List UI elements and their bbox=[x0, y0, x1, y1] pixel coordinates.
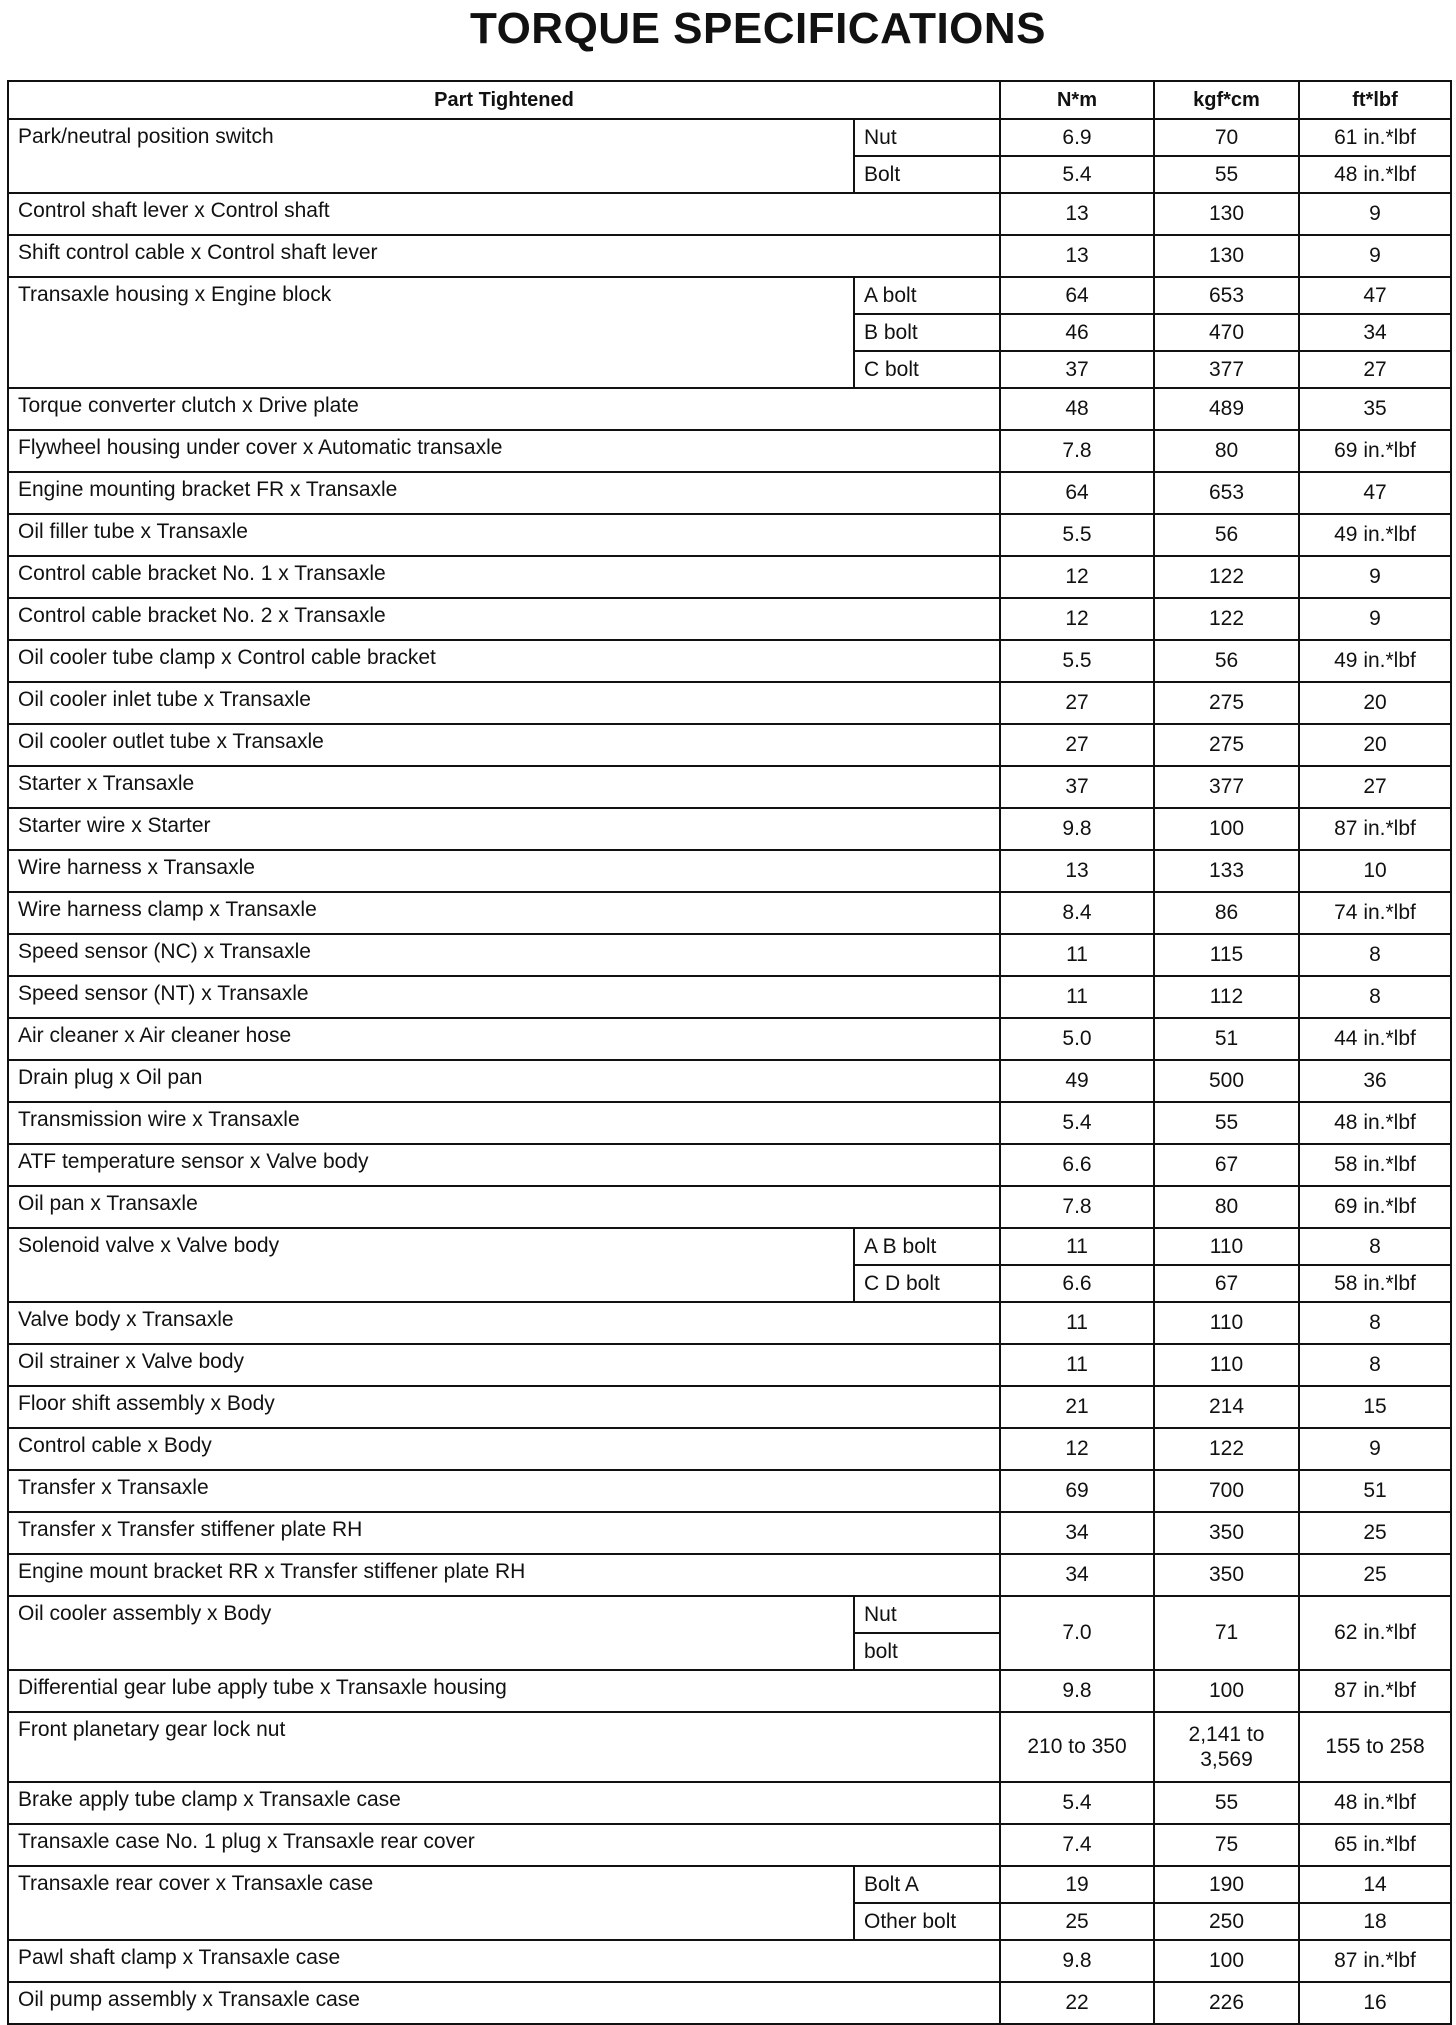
fastener-type: B bolt bbox=[854, 314, 1000, 351]
torque-nm: 5.4 bbox=[1000, 1102, 1154, 1144]
torque-ft-lbf: 62 in.*lbf bbox=[1299, 1596, 1451, 1670]
part-name: Control cable bracket No. 1 x Transaxle bbox=[8, 556, 1000, 598]
torque-ft-lbf: 18 bbox=[1299, 1903, 1451, 1940]
part-name: Engine mount bracket RR x Transfer stiffener plate RH bbox=[8, 1554, 1000, 1596]
part-name: Oil cooler tube clamp x Control cable bracket bbox=[8, 640, 1000, 682]
torque-nm: 5.4 bbox=[1000, 156, 1154, 193]
torque-nm: 12 bbox=[1000, 598, 1154, 640]
torque-kgf-cm: 56 bbox=[1154, 514, 1299, 556]
table-row bbox=[8, 1018, 1451, 1060]
table-row bbox=[8, 1228, 1451, 1265]
torque-kgf-cm: 489 bbox=[1154, 388, 1299, 430]
table-row bbox=[8, 277, 1451, 314]
table-row bbox=[8, 388, 1451, 430]
table-row bbox=[8, 808, 1451, 850]
header-part: Part Tightened bbox=[8, 81, 1000, 119]
torque-nm: 64 bbox=[1000, 472, 1154, 514]
torque-kgf-cm: 71 bbox=[1154, 1596, 1299, 1670]
torque-ft-lbf: 27 bbox=[1299, 351, 1451, 388]
fastener-type: Bolt bbox=[854, 156, 1000, 193]
table-row bbox=[8, 724, 1451, 766]
part-name: Pawl shaft clamp x Transaxle case bbox=[8, 1940, 1000, 1982]
part-name: Wire harness x Transaxle bbox=[8, 850, 1000, 892]
table-row bbox=[8, 1386, 1451, 1428]
table-row bbox=[8, 472, 1451, 514]
torque-kgf-cm: 2,141 to 3,569 bbox=[1154, 1712, 1299, 1782]
table-row bbox=[8, 1302, 1451, 1344]
part-name: Control cable bracket No. 2 x Transaxle bbox=[8, 598, 1000, 640]
part-name: Transmission wire x Transaxle bbox=[8, 1102, 1000, 1144]
table-row bbox=[8, 1712, 1451, 1782]
fastener-type: C D bolt bbox=[854, 1265, 1000, 1302]
torque-nm: 11 bbox=[1000, 1344, 1154, 1386]
torque-kgf-cm: 130 bbox=[1154, 193, 1299, 235]
torque-nm: 7.8 bbox=[1000, 1186, 1154, 1228]
torque-ft-lbf: 9 bbox=[1299, 598, 1451, 640]
torque-kgf-cm: 350 bbox=[1154, 1554, 1299, 1596]
torque-ft-lbf: 8 bbox=[1299, 1302, 1451, 1344]
torque-kgf-cm: 122 bbox=[1154, 598, 1299, 640]
part-name: Transfer x Transfer stiffener plate RH bbox=[8, 1512, 1000, 1554]
torque-nm: 9.8 bbox=[1000, 1670, 1154, 1712]
torque-kgf-cm: 122 bbox=[1154, 1428, 1299, 1470]
fastener-type: A B bolt bbox=[854, 1228, 1000, 1265]
table-row bbox=[8, 1824, 1451, 1866]
torque-kgf-cm: 700 bbox=[1154, 1470, 1299, 1512]
part-name: Transaxle housing x Engine block bbox=[8, 277, 854, 388]
part-name: Front planetary gear lock nut bbox=[8, 1712, 1000, 1782]
torque-nm: 27 bbox=[1000, 682, 1154, 724]
torque-kgf-cm: 112 bbox=[1154, 976, 1299, 1018]
part-name: Transfer x Transaxle bbox=[8, 1470, 1000, 1512]
torque-nm: 5.0 bbox=[1000, 1018, 1154, 1060]
torque-kgf-cm: 214 bbox=[1154, 1386, 1299, 1428]
part-name: Solenoid valve x Valve body bbox=[8, 1228, 854, 1302]
torque-ft-lbf: 16 bbox=[1299, 1982, 1451, 2024]
part-name: Differential gear lube apply tube x Transaxle housing bbox=[8, 1670, 1000, 1712]
torque-nm: 11 bbox=[1000, 1228, 1154, 1265]
torque-kgf-cm: 75 bbox=[1154, 1824, 1299, 1866]
torque-nm: 22 bbox=[1000, 1982, 1154, 2024]
part-name: Starter x Transaxle bbox=[8, 766, 1000, 808]
torque-kgf-cm: 55 bbox=[1154, 1782, 1299, 1824]
torque-kgf-cm: 275 bbox=[1154, 724, 1299, 766]
torque-kgf-cm: 56 bbox=[1154, 640, 1299, 682]
torque-ft-lbf: 25 bbox=[1299, 1554, 1451, 1596]
torque-nm: 37 bbox=[1000, 351, 1154, 388]
torque-ft-lbf: 87 in.*lbf bbox=[1299, 1940, 1451, 1982]
header-kgf: kgf*cm bbox=[1154, 81, 1299, 119]
torque-nm: 46 bbox=[1000, 314, 1154, 351]
torque-kgf-cm: 70 bbox=[1154, 119, 1299, 156]
table-row bbox=[8, 1670, 1451, 1712]
part-name: Brake apply tube clamp x Transaxle case bbox=[8, 1782, 1000, 1824]
torque-nm: 6.6 bbox=[1000, 1265, 1154, 1302]
torque-kgf-cm: 100 bbox=[1154, 1670, 1299, 1712]
part-name: Valve body x Transaxle bbox=[8, 1302, 1000, 1344]
part-name: Oil strainer x Valve body bbox=[8, 1344, 1000, 1386]
torque-ft-lbf: 35 bbox=[1299, 388, 1451, 430]
table-row bbox=[8, 892, 1451, 934]
part-name: Torque converter clutch x Drive plate bbox=[8, 388, 1000, 430]
part-name: Drain plug x Oil pan bbox=[8, 1060, 1000, 1102]
part-name: Transaxle case No. 1 plug x Transaxle rear cover bbox=[8, 1824, 1000, 1866]
torque-kgf-cm: 275 bbox=[1154, 682, 1299, 724]
torque-ft-lbf: 9 bbox=[1299, 1428, 1451, 1470]
torque-kgf-cm: 377 bbox=[1154, 351, 1299, 388]
torque-kgf-cm: 377 bbox=[1154, 766, 1299, 808]
part-name: Oil pan x Transaxle bbox=[8, 1186, 1000, 1228]
torque-nm: 7.0 bbox=[1000, 1596, 1154, 1670]
torque-ft-lbf: 69 in.*lbf bbox=[1299, 1186, 1451, 1228]
table-row bbox=[8, 1782, 1451, 1824]
torque-kgf-cm: 190 bbox=[1154, 1866, 1299, 1903]
torque-kgf-cm: 350 bbox=[1154, 1512, 1299, 1554]
torque-nm: 6.9 bbox=[1000, 119, 1154, 156]
torque-ft-lbf: 48 in.*lbf bbox=[1299, 1102, 1451, 1144]
torque-kgf-cm: 226 bbox=[1154, 1982, 1299, 2024]
torque-kgf-cm: 110 bbox=[1154, 1344, 1299, 1386]
torque-nm: 5.5 bbox=[1000, 514, 1154, 556]
torque-ft-lbf: 69 in.*lbf bbox=[1299, 430, 1451, 472]
torque-nm: 7.8 bbox=[1000, 430, 1154, 472]
torque-ft-lbf: 49 in.*lbf bbox=[1299, 640, 1451, 682]
torque-kgf-cm: 130 bbox=[1154, 235, 1299, 277]
header-ft: ft*lbf bbox=[1299, 81, 1451, 119]
torque-ft-lbf: 15 bbox=[1299, 1386, 1451, 1428]
torque-kgf-cm: 55 bbox=[1154, 1102, 1299, 1144]
torque-kgf-cm: 100 bbox=[1154, 1940, 1299, 1982]
table-row bbox=[8, 1144, 1451, 1186]
fastener-type: Bolt A bbox=[854, 1866, 1000, 1903]
part-name: Speed sensor (NT) x Transaxle bbox=[8, 976, 1000, 1018]
torque-nm: 9.8 bbox=[1000, 808, 1154, 850]
torque-ft-lbf: 48 in.*lbf bbox=[1299, 156, 1451, 193]
fastener-type: Other bolt bbox=[854, 1903, 1000, 1940]
torque-kgf-cm: 122 bbox=[1154, 556, 1299, 598]
torque-kgf-cm: 133 bbox=[1154, 850, 1299, 892]
table-body bbox=[8, 119, 1451, 2024]
part-name: Oil cooler inlet tube x Transaxle bbox=[8, 682, 1000, 724]
part-name: Speed sensor (NC) x Transaxle bbox=[8, 934, 1000, 976]
table-row bbox=[8, 430, 1451, 472]
torque-kgf-cm: 80 bbox=[1154, 430, 1299, 472]
table-row bbox=[8, 1470, 1451, 1512]
part-name: Engine mounting bracket FR x Transaxle bbox=[8, 472, 1000, 514]
torque-ft-lbf: 9 bbox=[1299, 193, 1451, 235]
torque-nm: 5.5 bbox=[1000, 640, 1154, 682]
torque-ft-lbf: 9 bbox=[1299, 556, 1451, 598]
table-row bbox=[8, 1940, 1451, 1982]
table-row bbox=[8, 1982, 1451, 2024]
torque-ft-lbf: 74 in.*lbf bbox=[1299, 892, 1451, 934]
table-row bbox=[8, 1186, 1451, 1228]
torque-nm: 12 bbox=[1000, 556, 1154, 598]
table-row bbox=[8, 598, 1451, 640]
table-row bbox=[8, 850, 1451, 892]
torque-kgf-cm: 67 bbox=[1154, 1265, 1299, 1302]
torque-spec-table bbox=[7, 80, 1452, 2025]
torque-nm: 13 bbox=[1000, 235, 1154, 277]
part-name: Oil filler tube x Transaxle bbox=[8, 514, 1000, 556]
table-row bbox=[8, 1554, 1451, 1596]
table-row bbox=[8, 1596, 1451, 1633]
torque-kgf-cm: 55 bbox=[1154, 156, 1299, 193]
torque-ft-lbf: 20 bbox=[1299, 724, 1451, 766]
torque-ft-lbf: 58 in.*lbf bbox=[1299, 1265, 1451, 1302]
torque-ft-lbf: 8 bbox=[1299, 934, 1451, 976]
torque-kgf-cm: 250 bbox=[1154, 1903, 1299, 1940]
torque-kgf-cm: 115 bbox=[1154, 934, 1299, 976]
part-name: Air cleaner x Air cleaner hose bbox=[8, 1018, 1000, 1060]
torque-ft-lbf: 25 bbox=[1299, 1512, 1451, 1554]
table-row bbox=[8, 1344, 1451, 1386]
torque-nm: 13 bbox=[1000, 193, 1154, 235]
torque-ft-lbf: 8 bbox=[1299, 1228, 1451, 1265]
torque-kgf-cm: 653 bbox=[1154, 472, 1299, 514]
torque-nm: 5.4 bbox=[1000, 1782, 1154, 1824]
torque-nm: 7.4 bbox=[1000, 1824, 1154, 1866]
torque-ft-lbf: 8 bbox=[1299, 1344, 1451, 1386]
torque-ft-lbf: 20 bbox=[1299, 682, 1451, 724]
torque-ft-lbf: 47 bbox=[1299, 277, 1451, 314]
fastener-type: A bolt bbox=[854, 277, 1000, 314]
fastener-type: C bolt bbox=[854, 351, 1000, 388]
torque-nm: 69 bbox=[1000, 1470, 1154, 1512]
table-row bbox=[8, 682, 1451, 724]
table-row bbox=[8, 1428, 1451, 1470]
torque-nm: 25 bbox=[1000, 1903, 1154, 1940]
torque-ft-lbf: 48 in.*lbf bbox=[1299, 1782, 1451, 1824]
table-row bbox=[8, 119, 1451, 156]
part-name: ATF temperature sensor x Valve body bbox=[8, 1144, 1000, 1186]
table-row bbox=[8, 1060, 1451, 1102]
torque-kgf-cm: 500 bbox=[1154, 1060, 1299, 1102]
part-name: Shift control cable x Control shaft lever bbox=[8, 235, 1000, 277]
torque-nm: 21 bbox=[1000, 1386, 1154, 1428]
torque-nm: 37 bbox=[1000, 766, 1154, 808]
table-header-row bbox=[8, 81, 1451, 119]
table-row bbox=[8, 1102, 1451, 1144]
torque-ft-lbf: 87 in.*lbf bbox=[1299, 1670, 1451, 1712]
part-name: Oil cooler outlet tube x Transaxle bbox=[8, 724, 1000, 766]
torque-ft-lbf: 9 bbox=[1299, 235, 1451, 277]
torque-nm: 9.8 bbox=[1000, 1940, 1154, 1982]
torque-kgf-cm: 470 bbox=[1154, 314, 1299, 351]
torque-nm: 13 bbox=[1000, 850, 1154, 892]
torque-nm: 6.6 bbox=[1000, 1144, 1154, 1186]
torque-nm: 11 bbox=[1000, 976, 1154, 1018]
fastener-type: Nut bbox=[854, 1596, 1000, 1633]
torque-kgf-cm: 51 bbox=[1154, 1018, 1299, 1060]
torque-nm: 64 bbox=[1000, 277, 1154, 314]
torque-kgf-cm: 653 bbox=[1154, 277, 1299, 314]
torque-ft-lbf: 58 in.*lbf bbox=[1299, 1144, 1451, 1186]
torque-kgf-cm: 100 bbox=[1154, 808, 1299, 850]
torque-ft-lbf: 8 bbox=[1299, 976, 1451, 1018]
header-nm: N*m bbox=[1000, 81, 1154, 119]
part-name: Floor shift assembly x Body bbox=[8, 1386, 1000, 1428]
part-name: Control cable x Body bbox=[8, 1428, 1000, 1470]
torque-nm: 48 bbox=[1000, 388, 1154, 430]
fastener-type: bolt bbox=[854, 1633, 1000, 1670]
torque-kgf-cm: 110 bbox=[1154, 1302, 1299, 1344]
table-row bbox=[8, 766, 1451, 808]
torque-nm: 11 bbox=[1000, 934, 1154, 976]
torque-ft-lbf: 65 in.*lbf bbox=[1299, 1824, 1451, 1866]
torque-ft-lbf: 87 in.*lbf bbox=[1299, 808, 1451, 850]
table-row bbox=[8, 514, 1451, 556]
torque-kgf-cm: 67 bbox=[1154, 1144, 1299, 1186]
part-name: Oil pump assembly x Transaxle case bbox=[8, 1982, 1000, 2024]
part-name: Starter wire x Starter bbox=[8, 808, 1000, 850]
table-row bbox=[8, 235, 1451, 277]
torque-nm: 19 bbox=[1000, 1866, 1154, 1903]
torque-ft-lbf: 34 bbox=[1299, 314, 1451, 351]
torque-nm: 8.4 bbox=[1000, 892, 1154, 934]
table-row bbox=[8, 556, 1451, 598]
part-name: Flywheel housing under cover x Automatic transaxle bbox=[8, 430, 1000, 472]
torque-ft-lbf: 155 to 258 bbox=[1299, 1712, 1451, 1782]
part-name: Park/neutral position switch bbox=[8, 119, 854, 193]
table-row bbox=[8, 976, 1451, 1018]
torque-ft-lbf: 10 bbox=[1299, 850, 1451, 892]
torque-nm: 34 bbox=[1000, 1554, 1154, 1596]
torque-ft-lbf: 47 bbox=[1299, 472, 1451, 514]
torque-ft-lbf: 27 bbox=[1299, 766, 1451, 808]
part-name: Control shaft lever x Control shaft bbox=[8, 193, 1000, 235]
torque-ft-lbf: 61 in.*lbf bbox=[1299, 119, 1451, 156]
torque-ft-lbf: 36 bbox=[1299, 1060, 1451, 1102]
torque-ft-lbf: 44 in.*lbf bbox=[1299, 1018, 1451, 1060]
torque-nm: 210 to 350 bbox=[1000, 1712, 1154, 1782]
table-row bbox=[8, 934, 1451, 976]
torque-ft-lbf: 49 in.*lbf bbox=[1299, 514, 1451, 556]
table-row bbox=[8, 640, 1451, 682]
torque-nm: 34 bbox=[1000, 1512, 1154, 1554]
torque-ft-lbf: 51 bbox=[1299, 1470, 1451, 1512]
torque-ft-lbf: 14 bbox=[1299, 1866, 1451, 1903]
torque-nm: 11 bbox=[1000, 1302, 1154, 1344]
torque-nm: 49 bbox=[1000, 1060, 1154, 1102]
torque-nm: 12 bbox=[1000, 1428, 1154, 1470]
part-name: Wire harness clamp x Transaxle bbox=[8, 892, 1000, 934]
page-title: TORQUE SPECIFICATIONS bbox=[470, 4, 1047, 53]
table-row bbox=[8, 193, 1451, 235]
fastener-type: Nut bbox=[854, 119, 1000, 156]
torque-kgf-cm: 86 bbox=[1154, 892, 1299, 934]
torque-kgf-cm: 80 bbox=[1154, 1186, 1299, 1228]
table-row bbox=[8, 1512, 1451, 1554]
torque-kgf-cm: 110 bbox=[1154, 1228, 1299, 1265]
torque-nm: 27 bbox=[1000, 724, 1154, 766]
part-name: Oil cooler assembly x Body bbox=[8, 1596, 854, 1670]
table-row bbox=[8, 1866, 1451, 1903]
part-name: Transaxle rear cover x Transaxle case bbox=[8, 1866, 854, 1940]
